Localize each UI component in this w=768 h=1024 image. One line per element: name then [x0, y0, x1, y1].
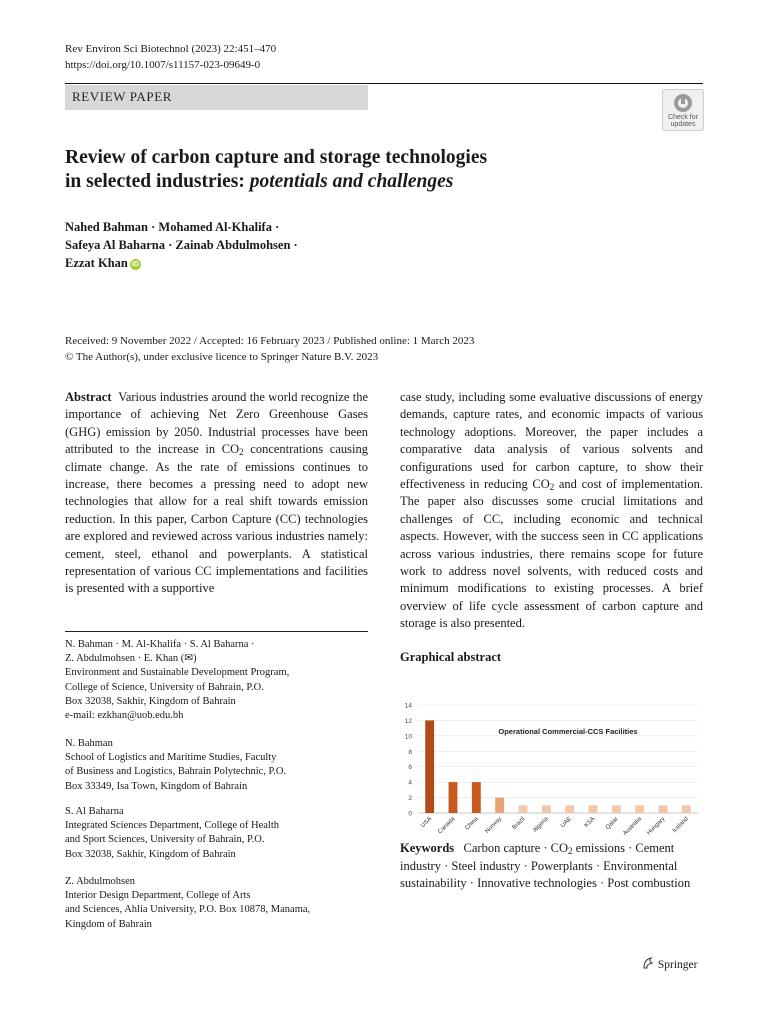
affiliation-line: School of Logistics and Maritime Studies, Faculty — [65, 752, 277, 764]
header-rule — [65, 83, 703, 84]
abstract-sub-2: 2 — [549, 482, 555, 493]
check-updates-line2: updates — [670, 121, 696, 128]
affiliation-line: and Sciences, Ahlia University, P.O. Box 10878, Manama, — [65, 904, 311, 916]
publisher-name: Springer — [657, 959, 698, 971]
x-tick-label: Brazil — [511, 816, 527, 832]
bar-iceland — [682, 805, 691, 813]
y-tick-label: 12 — [404, 717, 412, 725]
x-tick-label: Iceland — [671, 816, 690, 835]
affiliation-line: Integrated Sciences Department, College of Health — [65, 820, 279, 832]
affiliation-line: Box 32038, Sakhir, Kingdom of Bahrain — [65, 848, 236, 860]
keywords-section — [400, 840, 703, 893]
bar-brazil — [519, 805, 528, 813]
affiliation-rule — [65, 631, 368, 632]
affiliation-line: N. Bahman · M. Al-Khalifa · S. Al Baharna · — [65, 639, 255, 650]
affiliation-line: S. Al Baharna — [65, 806, 124, 817]
affiliation-line: Z. Abdulmohsen · E. Khan (✉) — [65, 653, 197, 665]
dates-line: Received: 9 November 2022 / Accepted: 16 February 2023 / Published online: 1 March 2023 — [65, 335, 475, 347]
authors-line-2: Safeya Al Baharna · Zainab Abdulmohsen · — [65, 238, 298, 252]
affiliation-block — [65, 737, 368, 794]
affiliation-line: and Sport Sciences, University of Bahrain, P.O. — [65, 834, 265, 846]
ccs-facilities-chart — [398, 700, 703, 845]
bar-australia — [635, 805, 644, 813]
abstract-text-4: and cost of implementation. The paper also discusses some crucial limitations and challenges of CC, including economic and technical aspects. However, with the success seen in CC applications across various industries, there remains scope for future work to address novel solvents, with reduced costs and minimum modifications to existing processes. A brief overview of life cycle assessment of carbon capture and storage is also presented. — [400, 477, 703, 631]
y-tick-label: 10 — [404, 733, 412, 741]
y-tick-label: 2 — [408, 795, 412, 803]
abstract-text-3: case study, including some evaluative discussions of energy demands, capture rates, and economic impacts of various technology adoptions. Moreover, the paper includes a comparative data analysis of various solvents and configurations used for carbon capture, to show their effectiveness in reducing CO — [400, 390, 703, 492]
affiliation-line: College of Science, University of Bahrain, P.O. — [65, 681, 264, 693]
abstract-text-1: Various industries around the world recognize the importance of achieving Net Zero Greenhouse Gases (GHG) emission by 2050. Industrial processes have been attributed to the increase in CO — [65, 390, 368, 457]
paper-title — [65, 146, 685, 194]
y-tick-label: 4 — [408, 779, 412, 787]
abstract-left-column — [65, 389, 368, 598]
bar-ksa — [589, 805, 598, 813]
y-tick-label: 6 — [408, 764, 412, 772]
affiliation-block — [65, 638, 368, 723]
authors-line-1: Nahed Bahman · Mohamed Al-Khalifa · — [65, 220, 280, 234]
author-ezzat-khan: Ezzat Khan — [65, 256, 128, 270]
chart-svg — [398, 700, 703, 845]
check-updates-line1: Check for — [668, 114, 698, 121]
y-tick-label: 14 — [404, 702, 412, 710]
bar-algeria — [542, 805, 551, 813]
article-type-label: REVIEW PAPER — [72, 89, 173, 104]
affiliation-line: Kingdom of Bahrain — [65, 918, 152, 930]
publisher-logo — [641, 956, 697, 971]
y-tick-label: 0 — [408, 810, 412, 818]
bar-uae — [565, 805, 574, 813]
title-line-1: Review of carbon capture and storage technologies — [65, 147, 488, 168]
affiliation-line: of Business and Logistics, Bahrain Polytechnic, P.O. — [65, 766, 287, 778]
affiliation-line: Environment and Sustainable Development Program, — [65, 667, 290, 679]
bar-canada — [449, 782, 458, 813]
copyright-line: © The Author(s), under exclusive licence to Springer Nature B.V. 2023 — [65, 350, 379, 363]
affiliation-line: Z. Abdulmohsen — [65, 876, 135, 887]
author-list — [65, 218, 405, 272]
x-tick-label: Algeria — [532, 816, 550, 834]
chart-title: Operational Commercial-CCS Facilities — [498, 727, 638, 736]
affiliation-line: Box 33349, Isa Town, Kingdom of Bahrain — [65, 780, 248, 792]
doi-link[interactable]: https://doi.org/10.1007/s11157-023-09649-0 — [65, 58, 261, 71]
authors-line-3 — [65, 254, 405, 272]
keywords-text-1: Carbon capture · CO — [463, 841, 569, 855]
x-tick-label: Qatar — [604, 816, 620, 832]
journal-header — [65, 42, 276, 73]
bar-china — [472, 782, 481, 813]
check-updates-icon — [662, 89, 704, 131]
orcid-icon[interactable]: iD — [131, 261, 139, 268]
abstract-right-column — [400, 389, 703, 633]
bar-hungary — [659, 805, 668, 813]
springer-horse-icon — [641, 956, 655, 970]
title-line-2-plain: in selected industries: — [65, 171, 250, 192]
affiliation-line: Interior Design Department, College of Arts — [65, 890, 251, 902]
keywords-sub: 2 — [568, 846, 573, 856]
journal-citation: Rev Environ Sci Biotechnol (2023) 22:451–470 — [65, 43, 277, 55]
check-for-updates-button[interactable] — [662, 89, 704, 131]
abstract-text-2: concentrations causing climate change. As the rate of emissions continues to increase, there becomes a pressing need to adopt new technologies that allow for a real shift towards emission reduction. In this paper, Carbon Capture (CC) technologies are explored and reviewed across various industries namely: cement, steel, ethanol and powerplants. A statistical representation of various CC implementations and facilities is presented with a supportive — [65, 442, 368, 596]
bar-usa — [425, 720, 434, 813]
x-tick-label: China — [464, 816, 480, 832]
y-tick-label: 8 — [408, 748, 412, 756]
x-tick-label: UAE — [560, 816, 574, 830]
bar-qatar — [612, 805, 621, 813]
x-tick-label: Hungary — [646, 816, 667, 837]
x-tick-label: Canada — [437, 816, 457, 836]
affiliation-block — [65, 805, 368, 862]
x-tick-label: USA — [420, 816, 434, 830]
title-line-2-italic: potentials and challenges — [249, 171, 454, 192]
bar-norway — [495, 798, 504, 813]
affiliation-block — [65, 875, 368, 932]
x-tick-label: Norway — [484, 816, 504, 835]
x-tick-label: KSA — [583, 816, 597, 829]
abstract-sub-1: 2 — [239, 447, 244, 458]
graphical-abstract-heading: Graphical abstract — [400, 650, 502, 664]
x-tick-label: Australia — [622, 816, 644, 837]
publication-dates — [65, 334, 474, 365]
affiliation-line: Box 32038, Sakhir, Kingdom of Bahrain — [65, 695, 236, 707]
keywords-text-2: emissions · Cement industry · Steel industry · Powerplants · Environmental sustainability · Innovative technologies · Post combustion — [400, 841, 691, 890]
keywords-label: Keywords — [400, 841, 455, 855]
title-line-2 — [65, 170, 685, 194]
author-email[interactable]: e-mail: ezkhan@uob.edu.bh — [65, 710, 184, 722]
affiliation-line: N. Bahman — [65, 738, 113, 749]
abstract-heading: Abstract — [65, 390, 112, 404]
